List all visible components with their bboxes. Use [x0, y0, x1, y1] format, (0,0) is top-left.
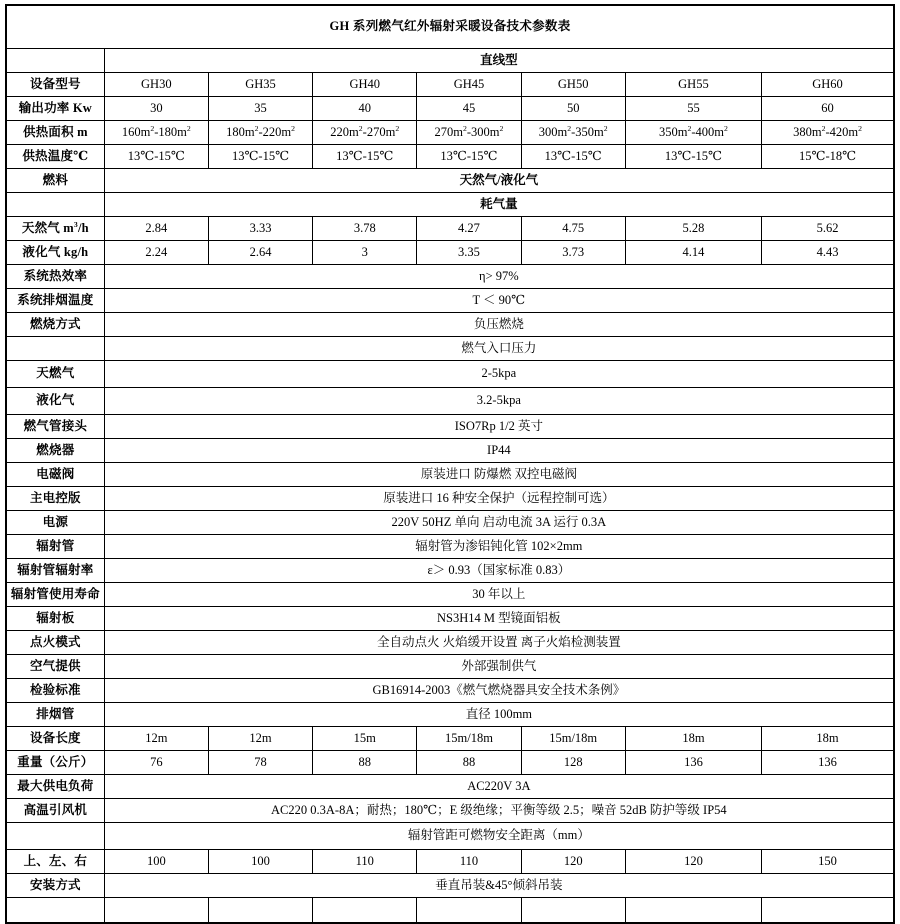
heating-area-value: $160m^2-180m^2$: [104, 121, 208, 145]
model-gh55: GH55: [625, 73, 761, 97]
row-label-natural-gas: 天然气 $m^3/h$: [6, 217, 104, 241]
device-length-value: 12m: [104, 727, 208, 751]
thermal-efficiency-row: [6, 265, 894, 289]
distance-value: 120: [521, 850, 625, 874]
empty-cell: [6, 898, 104, 924]
device-length-value: 18m: [762, 727, 894, 751]
row-label-radiant-plate: 辐射板: [6, 607, 104, 631]
row-label-exhaust-temp: 系统排烟温度: [6, 289, 104, 313]
gas-consumption-header-row: [6, 193, 894, 217]
row-label-max-power-load: 最大供电负荷: [6, 775, 104, 799]
row-label-thermal-efficiency: 系统热效率: [6, 265, 104, 289]
tube-life-value: 30 年以上: [104, 583, 894, 607]
heating-temp-value: 13℃-15℃: [104, 145, 208, 169]
main-control-board-value: 原装进口 16 种安全保护（远程控制可选）: [104, 487, 894, 511]
empty-cell: [625, 898, 761, 924]
lpg-value: 2.64: [208, 241, 312, 265]
air-supply-row: [6, 655, 894, 679]
natural-gas-value: 3.33: [208, 217, 312, 241]
safety-distance-header-row: [6, 823, 894, 850]
output-power-value: 45: [417, 97, 521, 121]
weight-value: 128: [521, 751, 625, 775]
empty-cell: [417, 898, 521, 924]
high-temp-fan-row: [6, 799, 894, 823]
ignition-mode-row: [6, 631, 894, 655]
lpg-row: [6, 241, 894, 265]
max-power-load-row: [6, 775, 894, 799]
output-power-row: [6, 97, 894, 121]
device-length-row: [6, 727, 894, 751]
main-control-board-row: [6, 487, 894, 511]
lpg-value: 3.73: [521, 241, 625, 265]
solenoid-valve-value: 原装进口 防爆燃 双控电磁阀: [104, 463, 894, 487]
safety-distance-row: [6, 850, 894, 874]
heating-area-value: $300m^2-350m^2$: [521, 121, 625, 145]
exhaust-temp-value: T ＜ 90℃: [104, 289, 894, 313]
lpg-pressure-row: [6, 388, 894, 415]
heating-area-row: [6, 121, 894, 145]
row-label-inspection-standard: 检验标准: [6, 679, 104, 703]
natural-gas-pressure-row: [6, 361, 894, 388]
inspection-standard-value: GB16914-2003《燃气燃烧器具安全技术条例》: [104, 679, 894, 703]
row-label-exhaust-pipe: 排烟管: [6, 703, 104, 727]
emissivity-value: ε＞ 0.93（国家标准 0.83）: [104, 559, 894, 583]
weight-value: 78: [208, 751, 312, 775]
weight-value: 76: [104, 751, 208, 775]
output-power-value: 50: [521, 97, 625, 121]
model-gh50: GH50: [521, 73, 625, 97]
tube-life-row: [6, 583, 894, 607]
empty-cell: [521, 898, 625, 924]
heating-temp-row: [6, 145, 894, 169]
output-power-value: 35: [208, 97, 312, 121]
heating-temp-value: 13℃-15℃: [521, 145, 625, 169]
distance-value: 100: [208, 850, 312, 874]
row-label-weight: 重量（公斤）: [6, 751, 104, 775]
weight-value: 88: [313, 751, 417, 775]
heating-temp-value: 13℃-15℃: [313, 145, 417, 169]
row-label-high-temp-fan: 高温引风机: [6, 799, 104, 823]
gas-pipe-joint-row: [6, 415, 894, 439]
gas-inlet-pressure-header-row: [6, 337, 894, 361]
solenoid-valve-row: [6, 463, 894, 487]
radiant-plate-value: NS3H14 M 型镜面铝板: [104, 607, 894, 631]
specification-table: [5, 4, 895, 924]
row-label-distance-top-left-right: 上、左、右: [6, 850, 104, 874]
row-label-gas-pipe-joint: 燃气管接头: [6, 415, 104, 439]
output-power-value: 40: [313, 97, 417, 121]
weight-value: 88: [417, 751, 521, 775]
row-label-main-control-board: 主电控版: [6, 487, 104, 511]
model-gh45: GH45: [417, 73, 521, 97]
trailing-empty-row: [6, 898, 894, 924]
output-power-value: 60: [762, 97, 894, 121]
natural-gas-pressure-value: 2-5kpa: [104, 361, 894, 388]
natural-gas-value: 5.62: [762, 217, 894, 241]
lpg-value: 4.43: [762, 241, 894, 265]
lpg-value: 2.24: [104, 241, 208, 265]
heating-area-value: $270m^2-300m^2$: [417, 121, 521, 145]
row-label-device-length: 设备长度: [6, 727, 104, 751]
power-supply-value: 220V 50HZ 单向 启动电流 3A 运行 0.3A: [104, 511, 894, 535]
empty-cell: [313, 898, 417, 924]
distance-value: 110: [417, 850, 521, 874]
inspection-standard-row: [6, 679, 894, 703]
natural-gas-value: 2.84: [104, 217, 208, 241]
row-label-lpg-pressure: 液化气: [6, 388, 104, 415]
empty-cell: [104, 898, 208, 924]
table-title-row: [6, 5, 894, 49]
heating-area-value: $350m^2-400m^2$: [625, 121, 761, 145]
thermal-efficiency-value: η> 97%: [104, 265, 894, 289]
exhaust-temp-row: [6, 289, 894, 313]
row-label-heating-area: 供热面积 m: [6, 121, 104, 145]
empty-cell: [6, 193, 104, 217]
max-power-load-value: AC220V 3A: [104, 775, 894, 799]
fuel-value: 天然气/液化气: [104, 169, 894, 193]
radiant-tube-row: [6, 535, 894, 559]
safety-distance-header: 辐射管距可燃物安全距离（mm）: [104, 823, 894, 850]
natural-gas-row: [6, 217, 894, 241]
natural-gas-value: 4.27: [417, 217, 521, 241]
empty-cell: [6, 337, 104, 361]
installation-method-value: 垂直吊装&45°倾斜吊装: [104, 874, 894, 898]
row-label-installation-method: 安装方式: [6, 874, 104, 898]
natural-gas-value: 5.28: [625, 217, 761, 241]
row-label-burner: 燃烧器: [6, 439, 104, 463]
gas-consumption-header: 耗气量: [104, 193, 894, 217]
heating-temp-value: 13℃-15℃: [417, 145, 521, 169]
type-header-row: [6, 49, 894, 73]
distance-value: 110: [313, 850, 417, 874]
ignition-mode-value: 全自动点火 火焰缓开设置 离子火焰检测装置: [104, 631, 894, 655]
output-power-value: 55: [625, 97, 761, 121]
model-header-row: [6, 73, 894, 97]
lpg-value: 3: [313, 241, 417, 265]
natural-gas-value: 4.75: [521, 217, 625, 241]
burner-row: [6, 439, 894, 463]
exhaust-pipe-row: [6, 703, 894, 727]
fuel-row: [6, 169, 894, 193]
type-header: 直线型: [104, 49, 894, 73]
empty-cell: [6, 823, 104, 850]
model-gh40: GH40: [313, 73, 417, 97]
heating-area-value: $380m^2-420m^2$: [762, 121, 894, 145]
page-title: GH 系列燃气红外辐射采暖设备技术参数表: [6, 5, 894, 49]
lpg-pressure-value: 3.2-5kpa: [104, 388, 894, 415]
combustion-mode-row: [6, 313, 894, 337]
row-label-heating-temp: 供热温度℃: [6, 145, 104, 169]
heating-temp-value: 13℃-15℃: [208, 145, 312, 169]
distance-value: 150: [762, 850, 894, 874]
weight-value: 136: [625, 751, 761, 775]
device-length-value: 15m/18m: [417, 727, 521, 751]
lpg-value: 3.35: [417, 241, 521, 265]
model-gh35: GH35: [208, 73, 312, 97]
weight-row: [6, 751, 894, 775]
row-label-emissivity: 辐射管辐射率: [6, 559, 104, 583]
row-label-radiant-tube: 辐射管: [6, 535, 104, 559]
heating-temp-value: 13℃-15℃: [625, 145, 761, 169]
empty-corner-cell: [6, 49, 104, 73]
row-label-tube-life: 辐射管使用寿命: [6, 583, 104, 607]
high-temp-fan-value: AC220 0.3A-8A；耐热；180℃；E 级绝缘；平衡等级 2.5；噪音 52dB 防护等级 IP54: [104, 799, 894, 823]
model-gh60: GH60: [762, 73, 894, 97]
natural-gas-value: 3.78: [313, 217, 417, 241]
row-label-output-power: 输出功率 Kw: [6, 97, 104, 121]
radiant-plate-row: [6, 607, 894, 631]
distance-value: 100: [104, 850, 208, 874]
gas-pipe-joint-value: ISO7Rp 1/2 英寸: [104, 415, 894, 439]
row-label-model: 设备型号: [6, 73, 104, 97]
heating-temp-value: 15℃-18℃: [762, 145, 894, 169]
row-label-ignition-mode: 点火模式: [6, 631, 104, 655]
exhaust-pipe-value: 直径 100mm: [104, 703, 894, 727]
row-label-air-supply: 空气提供: [6, 655, 104, 679]
power-supply-row: [6, 511, 894, 535]
heating-area-value: $180m^2-220m^2$: [208, 121, 312, 145]
distance-value: 120: [625, 850, 761, 874]
emissivity-row: [6, 559, 894, 583]
empty-cell: [208, 898, 312, 924]
radiant-tube-value: 辐射管为渗铝钝化管 102×2mm: [104, 535, 894, 559]
air-supply-value: 外部强制供气: [104, 655, 894, 679]
weight-value: 136: [762, 751, 894, 775]
device-length-value: 18m: [625, 727, 761, 751]
row-label-power-supply: 电源: [6, 511, 104, 535]
row-label-combustion-mode: 燃烧方式: [6, 313, 104, 337]
device-length-value: 12m: [208, 727, 312, 751]
lpg-value: 4.14: [625, 241, 761, 265]
row-label-natural-gas-pressure: 天燃气: [6, 361, 104, 388]
row-label-solenoid-valve: 电磁阀: [6, 463, 104, 487]
heating-area-value: $220m^2-270m^2$: [313, 121, 417, 145]
empty-cell: [762, 898, 894, 924]
device-length-value: 15m: [313, 727, 417, 751]
row-label-lpg: 液化气 kg/h: [6, 241, 104, 265]
burner-value: IP44: [104, 439, 894, 463]
installation-method-row: [6, 874, 894, 898]
model-gh30: GH30: [104, 73, 208, 97]
combustion-mode-value: 负压燃烧: [104, 313, 894, 337]
gas-inlet-pressure-header: 燃气入口压力: [104, 337, 894, 361]
row-label-fuel: 燃料: [6, 169, 104, 193]
output-power-value: 30: [104, 97, 208, 121]
device-length-value: 15m/18m: [521, 727, 625, 751]
